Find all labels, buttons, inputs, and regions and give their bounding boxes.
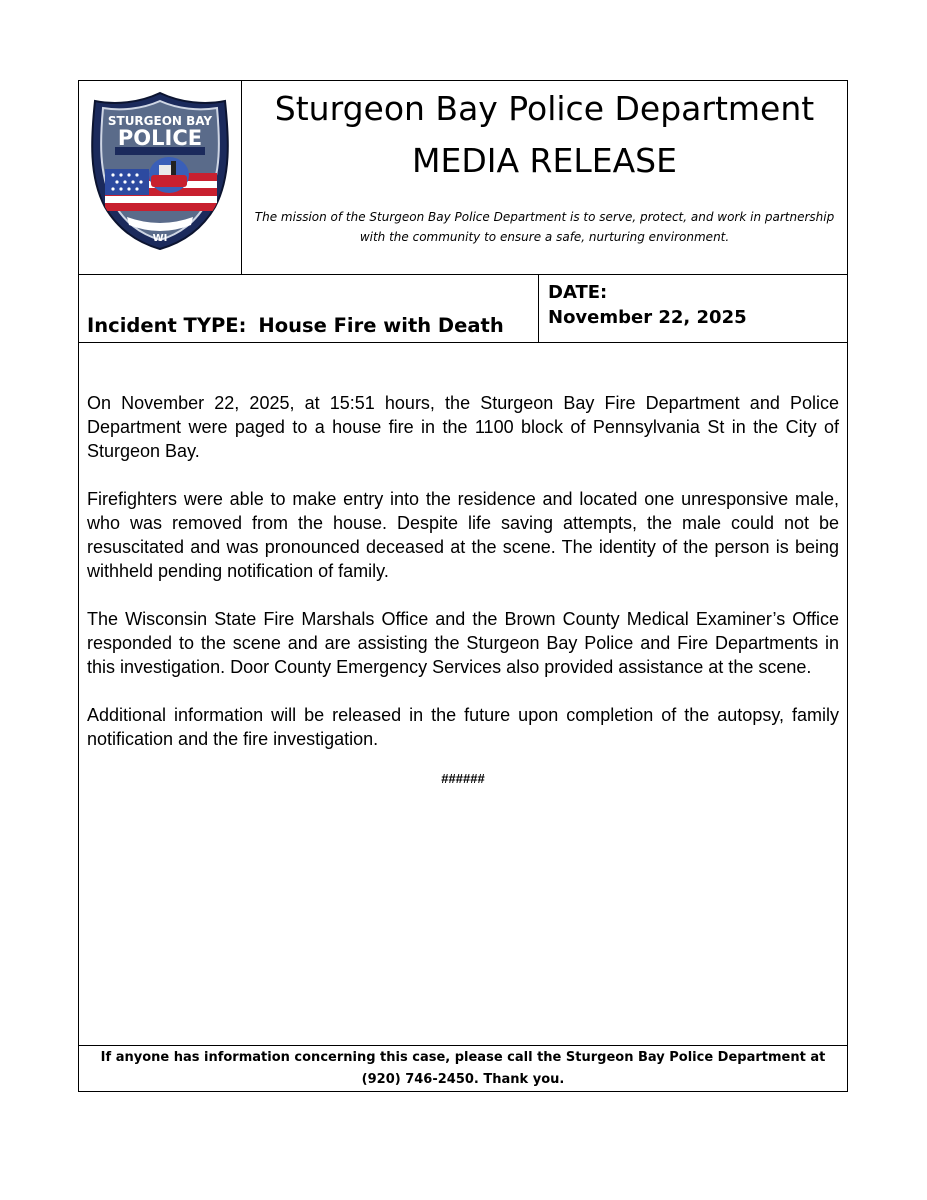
footer-row bbox=[79, 1045, 847, 1091]
badge-bottom-text: WI bbox=[152, 233, 168, 244]
footer-contact-text: If anyone has information concerning this case, please call the Sturgeon Bay Police Department at (920) 746-2450. Thank you. bbox=[100, 1050, 826, 1087]
date-value: November 22, 2025 bbox=[548, 307, 747, 328]
incident-row bbox=[79, 275, 847, 343]
incident-type bbox=[87, 312, 504, 340]
department-title: Sturgeon Bay Police Department bbox=[274, 89, 815, 128]
badge-main-text: POLICE bbox=[117, 126, 203, 150]
mission-statement: The mission of the Sturgeon Bay Police Department is to serve, protect, and work in partnership with the community to ensure a safe, nurturing environment. bbox=[254, 210, 835, 244]
police-badge-icon bbox=[87, 89, 233, 253]
media-release-frame bbox=[78, 80, 848, 1092]
body-paragraph: On November 22, 2025, at 15:51 hours, the Sturgeon Bay Fire Department and Police Department were paged to a house fire in the 1100 block of Pennsylvania St in the City of Sturgeon Bay. bbox=[87, 393, 839, 461]
logo-cell bbox=[79, 81, 242, 274]
header-row bbox=[79, 81, 847, 275]
end-mark: ###### bbox=[441, 771, 485, 786]
date-cell bbox=[539, 275, 847, 342]
release-body bbox=[87, 391, 839, 786]
title-cell bbox=[242, 81, 847, 274]
incident-type-label: Incident TYPE: bbox=[87, 314, 247, 337]
incident-type-cell bbox=[79, 275, 539, 342]
date-label: DATE: bbox=[548, 282, 608, 303]
badge-top-text: STURGEON BAY bbox=[107, 114, 213, 128]
body-paragraph: Firefighters were able to make entry into the residence and located one unresponsive male, who was removed from the house. Despite life saving attempts, the male could not be resuscitated and was pronounced deceased at the scene. The identity of the person is being withheld pending notification of family. bbox=[87, 489, 839, 581]
media-release-title: MEDIA RELEASE bbox=[412, 141, 677, 180]
body-paragraph: The Wisconsin State Fire Marshals Office and the Brown County Medical Examiner’s Office responded to the scene and are assisting the Sturgeon Bay Police and Fire Departments in this investigation. Door County Emergency Services also provided assistance at the scene. bbox=[87, 609, 839, 677]
body-paragraph: Additional information will be released in the future upon completion of the autopsy, family notification and the fire investigation. bbox=[87, 705, 839, 749]
incident-type-value: House Fire with Death bbox=[258, 314, 504, 337]
